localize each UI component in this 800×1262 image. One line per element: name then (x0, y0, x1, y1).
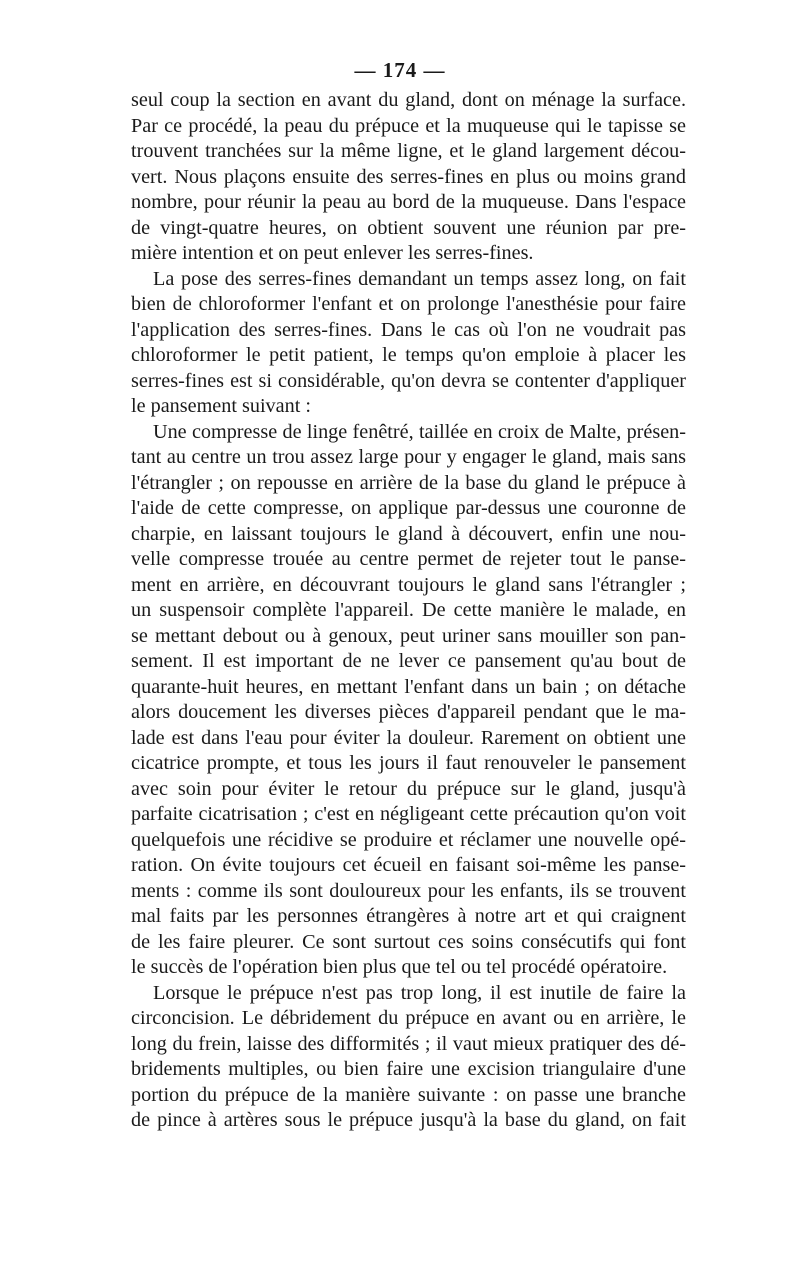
text-line: le pansement suivant : (131, 395, 311, 417)
text-line: mière intention et on peut enlever les serres-fines. (131, 242, 534, 264)
text-line: cicatrice prompte, et tous les jours il faut renouveler le pansement (131, 752, 686, 774)
text-line: quelquefois une récidive se produire et réclamer une nouvelle opé- (131, 828, 686, 851)
text-line: chloroformer le petit patient, le temps qu'on emploie à placer les (131, 344, 686, 366)
text-line: l'aide de cette compresse, on applique par-dessus une couronne de (131, 497, 686, 519)
text-line: ments : comme ils sont douloureux pour les enfants, ils se trouvent (131, 879, 686, 902)
text-line: long du frein, laisse des difformités ; il vaut mieux pratiquer des dé- (131, 1032, 686, 1055)
text-line: l'étrangler ; on repousse en arrière de la base du gland le prépuce à (131, 471, 686, 494)
text-line: avec soin pour éviter le retour du prépuce sur le gland, jusqu'à (131, 777, 686, 800)
text-line: trouvent tranchées sur la même ligne, et le gland largement décou- (131, 140, 686, 162)
text-line: bien de chloroformer l'enfant et on prolonge l'anesthésie pour faire (131, 293, 686, 315)
text-line: quarante-huit heures, en mettant l'enfant dans un bain ; on détache (131, 675, 686, 698)
text-line: un suspensoir complète l'appareil. De cette manière le malade, en (131, 599, 686, 621)
text-line: velle compresse trouée au centre permet de rejeter tout le panse- (131, 548, 686, 570)
text-line: de pince à artères sous le prépuce jusqu'à la base du gland, on fait (131, 1109, 686, 1131)
text-line: portion du prépuce de la manière suivante : on passe une branche (131, 1083, 686, 1106)
text-line: vert. Nous plaçons ensuite des serres-fines en plus ou moins grand (131, 165, 686, 188)
text-line: de les faire pleurer. Ce sont surtout ces soins consécutifs qui font (131, 930, 686, 953)
text-line: se mettant debout ou à genoux, peut uriner sans mouiller son pan- (131, 624, 686, 647)
text-line: Lorsque le prépuce n'est pas trop long, il est inutile de faire la (153, 981, 686, 1004)
text-line: Par ce procédé, la peau du prépuce et la muqueuse qui le tapisse se (131, 114, 686, 137)
paragraph (131, 267, 686, 420)
text-line: sement. Il est important de ne lever ce pansement qu'au bout de (131, 650, 686, 672)
text-line: tant au centre un trou assez large pour y engager le gland, mais sans (131, 446, 686, 468)
text-line: charpie, en laissant toujours le gland à découvert, enfin une nou- (131, 522, 686, 545)
text-line: serres-fines est si considérable, qu'on devra se contenter d'appliquer (131, 369, 686, 392)
page-number: — 174 — (354, 58, 446, 82)
text-line: de vingt-quatre heures, on obtient souvent une réunion par pre- (131, 216, 686, 239)
text-line: l'application des serres-fines. Dans le cas où l'on ne voudrait pas (131, 318, 686, 341)
text-line: circoncision. Le débridement du prépuce en avant ou en arrière, le (131, 1007, 686, 1029)
text-line: bridements multiples, ou bien faire une excision triangulaire d'une (131, 1058, 686, 1080)
text-line: ment en arrière, en découvrant toujours le gland sans l'étrangler ; (131, 573, 686, 596)
text-line: ration. On évite toujours cet écueil en faisant soi-même les panse- (131, 854, 686, 876)
paragraph (131, 88, 686, 267)
paragraph (131, 420, 686, 981)
paragraph (131, 981, 686, 1134)
text-line: Une compresse de linge fenêtré, taillée en croix de Malte, présen- (153, 420, 686, 443)
body-text (131, 88, 686, 1134)
text-line: seul coup la section en avant du gland, dont on ménage la surface. (131, 89, 686, 111)
text-line: mal faits par les personnes étrangères à notre art et qui craignent (131, 905, 686, 927)
text-line: parfaite cicatrisation ; c'est en négligeant cette précaution qu'on voit (131, 803, 686, 825)
text-line: alors doucement les diverses pièces d'appareil pendant que le ma- (131, 701, 686, 723)
text-line: lade est dans l'eau pour éviter la douleur. Rarement on obtient une (131, 726, 686, 749)
text-line: nombre, pour réunir la peau au bord de la muqueuse. Dans l'espace (131, 191, 686, 213)
text-line: le succès de l'opération bien plus que tel ou tel procédé opératoire. (131, 956, 668, 978)
text-line: La pose des serres-fines demandant un temps assez long, on fait (153, 267, 686, 290)
